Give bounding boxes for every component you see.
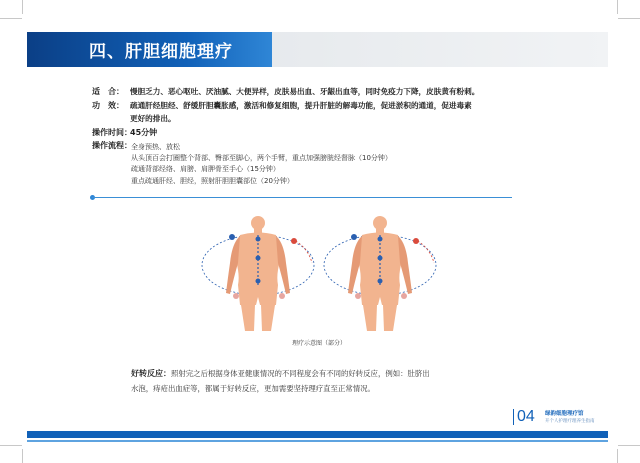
effect-text-line1: 疏通肝经胆经、舒缓肝胆囊胀感，激活和修复细胞，提升肝脏的解毒功能，促进淤积的通道，促进毒素: [130, 101, 472, 110]
note-text-line2: 水泡，痔疮出血症等，都属于好转反应，更加需要坚持理疗直至正常情况。: [131, 384, 375, 393]
section-header-bar: [27, 32, 272, 67]
page-number: 04: [517, 408, 535, 425]
time-label: 操作时间：: [92, 128, 132, 137]
back-view-figure-right: [318, 213, 442, 333]
note-text-line1: 照射完之后根据身体亚健康情况的不同程度会有不同的好转反应，例如：肚脐出: [171, 369, 430, 378]
time-value: 45分钟: [130, 128, 158, 137]
crop-mark: [618, 18, 640, 19]
footer-thin-bar: [27, 440, 608, 442]
step-item: 从头顶百会打圈整个背部、臀部至脚心，两个手臂，重点加强膀胱经督脉（10分钟）: [131, 154, 392, 162]
footer-brand: 绿韵细胞理疗馆: [545, 411, 584, 417]
back-view-figure-left: [196, 213, 320, 333]
suitable-text: 慢胆乏力、恶心呕吐、厌油腻、大便异样，皮肤易出血、牙龈出血等，同时免疫力下降，皮肤黄有粉刺。: [130, 87, 480, 96]
crop-mark: [22, 0, 23, 14]
step-item: 重点疏通肝经、胆经，照射肝胆胆囊部位（20分钟）: [131, 177, 294, 185]
page-number-bar: [513, 409, 514, 425]
crop-mark: [22, 449, 23, 463]
section-header: [27, 32, 608, 67]
note-label: 好转反应：: [131, 369, 171, 378]
crop-mark: [618, 445, 640, 446]
suitable-label: 适 合：: [92, 87, 124, 96]
note-line1: [131, 366, 430, 382]
effect-label: 功 效：: [92, 101, 124, 110]
effect-text-line2: 更好的排出。: [130, 114, 176, 123]
step-item: 全身预热、放松: [131, 143, 180, 151]
crop-mark: [617, 449, 618, 463]
footer-subtitle: 开个人护理疗理养生指南: [545, 419, 595, 424]
crop-mark: [0, 445, 22, 446]
section-title: 四、肝胆细胞理疗: [89, 42, 233, 62]
step-item: 疏通背部经络、肩膀、肩胛骨至手心（15分钟）: [131, 165, 280, 173]
divider-line: [92, 197, 512, 198]
crop-mark: [617, 0, 618, 14]
steps-label: 操作流程：: [92, 141, 132, 150]
footer-bar: [27, 431, 608, 438]
crop-mark: [0, 18, 22, 19]
figure-caption: 理疗示意图（部分）: [292, 340, 347, 347]
